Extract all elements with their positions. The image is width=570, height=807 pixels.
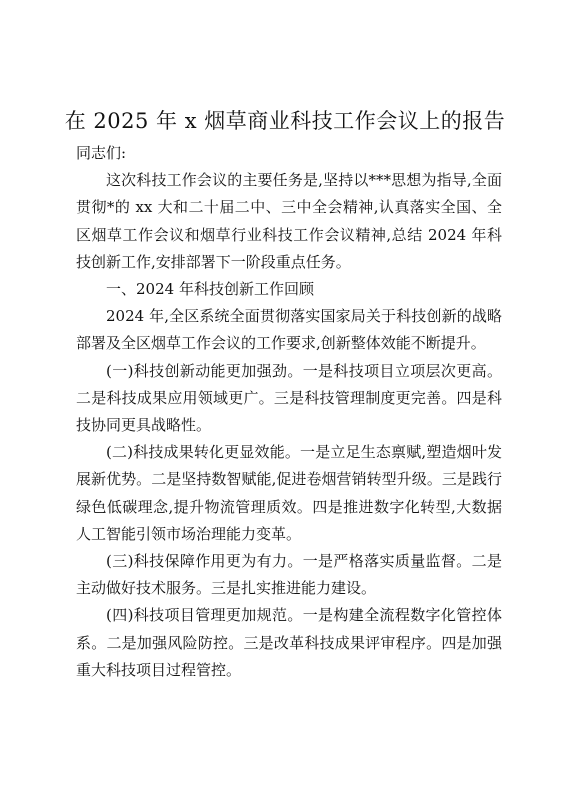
overview-paragraph: 2024 年,全区系统全面贯彻落实国家局关于科技创新的战略部署及全区烟草工作会议的工作要求,创新整体效能不断提升。: [76, 307, 502, 353]
document-body: [76, 140, 502, 684]
subsection-2-paragraph: (二)科技成果转化更显效能。一是立足生态禀赋,塑造烟叶发展新优势。二是坚持数智赋能,促进卷烟营销转型升级。三是践行绿色低碳理念,提升物流管理质效。四是推进数字化转型,大数据人工智能引领市场治理能力变革。: [76, 443, 502, 543]
section-heading-review: 一、2024 年科技创新工作回顾: [106, 280, 314, 299]
subsection-4-paragraph: (四)科技项目管理更加规范。一是构建全流程数字化管控体系。二是加强风险防控。三是改革科技成果评审程序。四是加强重大科技项目过程管控。: [76, 606, 502, 679]
intro-paragraph: 这次科技工作会议的主要任务是,坚持以***思想为指导,全面贯彻*的 xx 大和二十届二中、三中全会精神,认真落实全国、全区烟草工作会议和烟草行业科技工作会议精神,总结 2024 年科技创新工作,安排部署下一阶段重点任务。: [76, 171, 502, 271]
salutation: 同志们:: [76, 144, 127, 162]
subsection-1-paragraph: (一)科技创新动能更加强劲。一是科技项目立项层次更高。二是科技成果应用领域更广。三是科技管理制度更完善。四是科技协同更具战略性。: [76, 361, 502, 435]
document-title: 在 2025 年 x 烟草商业科技工作会议上的报告: [64, 109, 506, 133]
subsection-3-paragraph: (三)科技保障作用更为有力。一是严格落实质量监督。二是主动做好技术服务。三是扎实推进能力建设。: [76, 552, 502, 598]
